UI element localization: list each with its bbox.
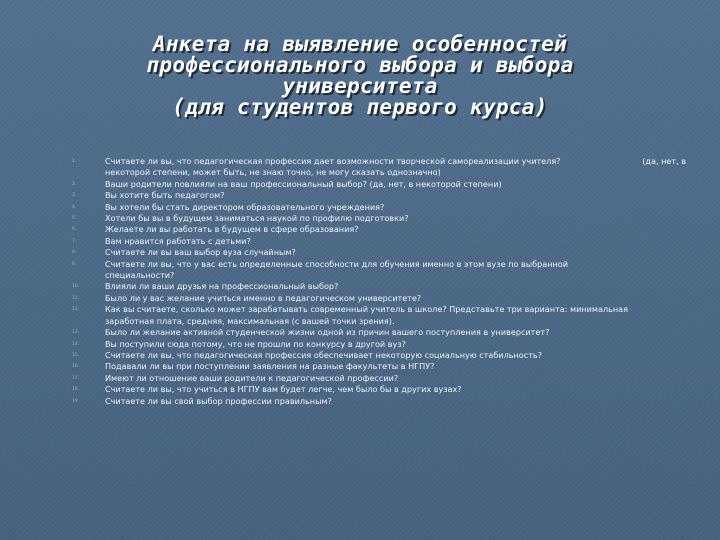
question-number: 18. [72,387,80,393]
question-number: 2. [72,181,77,187]
title-line-2: профессионального выбора и выбора [146,53,574,78]
question-text: Считаете ли вы свой выбор профессии правильным? [105,395,332,406]
question-number: 9. [72,261,77,267]
question-item [72,327,696,338]
question-item [72,396,696,407]
question-item [72,281,696,292]
question-continuation: некоторой степени, может быть, не знаю точно, не могу сказать однозначно) [105,167,441,178]
question-text: Вам нравится работать с детьми? [105,235,251,246]
question-text: Считаете ли вы, что педагогическая профессия обеспечивает некоторую социальную стабильность? [105,349,542,360]
question-text: Влияли ли ваши друзья на профессиональный выбор? [105,281,339,292]
question-item [72,259,696,282]
question-number: 17. [72,375,80,381]
question-text: Имеют ли отношение ваши родители к педагогической профессии? [105,372,399,383]
question-item [72,224,696,235]
question-number: 19. [72,398,80,404]
title-line-3: университета [282,74,438,99]
title-line-4: (для студентов первого курса) [172,95,548,120]
question-text: Вы хотите быть педагогом? [105,190,225,201]
question-number: 6. [72,227,77,233]
title-line-1: Анкета на выявление особенностей [152,32,568,57]
question-number: 1. [72,159,77,164]
question-number: 12. [72,307,80,313]
question-text: Считаете ли вы ваш выбор вуза случайным? [105,247,296,258]
question-number: 8. [72,250,77,256]
question-continuation: заработная плата, средняя, максимальная (с вашей точки зрения). [105,315,395,326]
question-text: Хотели бы вы в будущем заниматься наукой по профилю подготовки? [105,213,409,224]
answer-options: (да, нет, в [642,156,686,166]
question-item [72,361,696,372]
question-text: Было ли у вас желание учиться именно в педагогическом университете? [105,292,422,303]
question-item [72,293,696,304]
question-text: Подавали ли вы при поступлении заявления на разные факультеты в НГПУ? [105,361,435,372]
question-number: 7. [72,238,77,244]
question-item [72,202,696,213]
question-number: 15. [72,352,80,358]
slide-title [40,34,680,118]
question-text: Было ли желание активной студенческой жизни одной из причин вашего поступления в университет? [105,327,550,338]
question-item [72,247,696,258]
question-continuation: специальности? [105,270,175,281]
question-item [72,156,696,179]
question-text: Как вы считаете, сколько может зарабатывать современный учитель в школе? Представьте три варианта: минимальная [105,304,629,315]
question-number: 14. [72,341,80,347]
question-item [72,190,696,201]
question-item [72,179,696,190]
question-text: Считаете ли вы, что учиться в НГПУ вам будет легче, чем было бы в других вузах? [105,384,462,395]
question-list [72,156,696,407]
question-text: Считаете ли вы, что педагогическая профессия дает возможности творческой самореализации учителя? [105,156,561,166]
question-text: Ваши родители повлияли на ваш профессиональный выбор? (да, нет, в некоторой степени) [105,178,502,189]
question-number: 3. [72,193,77,199]
question-number: 13. [72,330,80,336]
question-item [72,350,696,361]
question-number: 4. [72,204,77,210]
question-item [72,304,696,327]
question-text: Желаете ли вы работать в будущем в сфере образования? [105,224,359,235]
question-number: 16. [72,364,80,370]
question-item [72,384,696,395]
question-item [72,339,696,350]
question-text: Вы хотели бы стать директором образовательного учреждения? [105,201,385,212]
question-number: 5. [72,216,77,222]
question-number: 11. [72,295,80,301]
question-item [72,236,696,247]
question-text: Считаете ли вы, что у вас есть определенные способности для обучения именно в этом вузе по выбранной [105,258,569,269]
question-item [72,373,696,384]
question-text: Вы поступили сюда потому, что не прошли по конкурсу в другой вуз? [105,338,406,349]
question-item [72,213,696,224]
question-number: 10. [72,284,80,290]
